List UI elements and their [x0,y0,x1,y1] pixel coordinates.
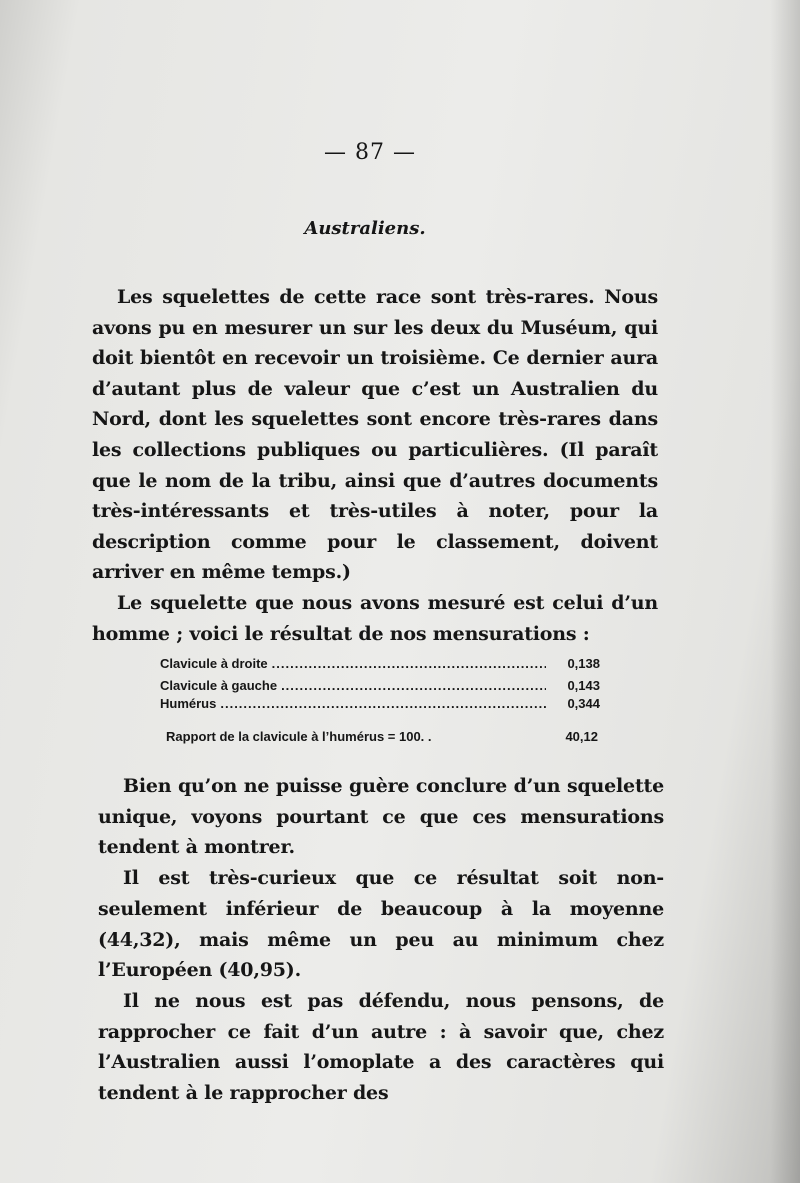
measurement-value: 0,344 [567,696,600,711]
page-edge-shadow [770,0,800,1183]
measurement-value: 0,143 [567,678,600,693]
leader-dots [272,656,546,671]
measurement-label: Clavicule à gauche [160,678,278,693]
paragraph: Le squelette que nous avons mesuré est celui d’un homme ; voici le résultat de nos mensurations : [92,591,658,645]
section-title: Australiens. [304,218,426,239]
paragraph: Bien qu’on ne puisse guère conclure d’un squelette unique, voyons pourtant ce que ces mensurations tendent à montrer. [98,775,664,859]
leader-dots [281,678,546,693]
leader-dots [220,696,546,711]
measurement-value: 0,138 [567,656,600,671]
measurement-label: Clavicule à droite [160,656,268,671]
paragraph: Il ne nous est pas défendu, nous pensons, de rapprocher ce fait d’un autre : à savoir que, chez l’Australien aussi l’omoplate a des caractères qui tendent à le rapprocher des [98,989,664,1105]
measurement-row [160,656,600,675]
measurement-label: Humérus [160,696,217,711]
ratio-label: Rapport de la clavicule à l’humérus = 100. . [166,729,432,744]
intro-text [92,282,658,649]
paragraph: Il est très-curieux que ce résultat soit non-seulement inférieur de beaucoup à la moyenne (44,32), mais même un peu au minimum chez l’Européen (40,95). [98,867,664,982]
ratio-value: 40,12 [565,729,598,744]
measurement-row [160,696,600,715]
discussion-text [98,771,664,1109]
ratio-row [166,729,598,744]
paragraph: Les squelettes de cette race sont très-rares. Nous avons pu en mesurer un sur les deux du Muséum, qui doit bientôt en recevoir un troisième. Ce dernier aura d’autant plus de valeur que c’est un Australien du Nord, dont les squelettes sont encore très-rares dans les collections publiques ou particulières. (Il paraît que le nom de la tribu, ainsi que d’autres documents très-intéressants et très-utiles à noter, pour la description comme pour le classement, doivent arriver en même temps.) [92,286,658,584]
measurement-row [160,678,600,697]
page-number: — 87 — [324,140,416,165]
